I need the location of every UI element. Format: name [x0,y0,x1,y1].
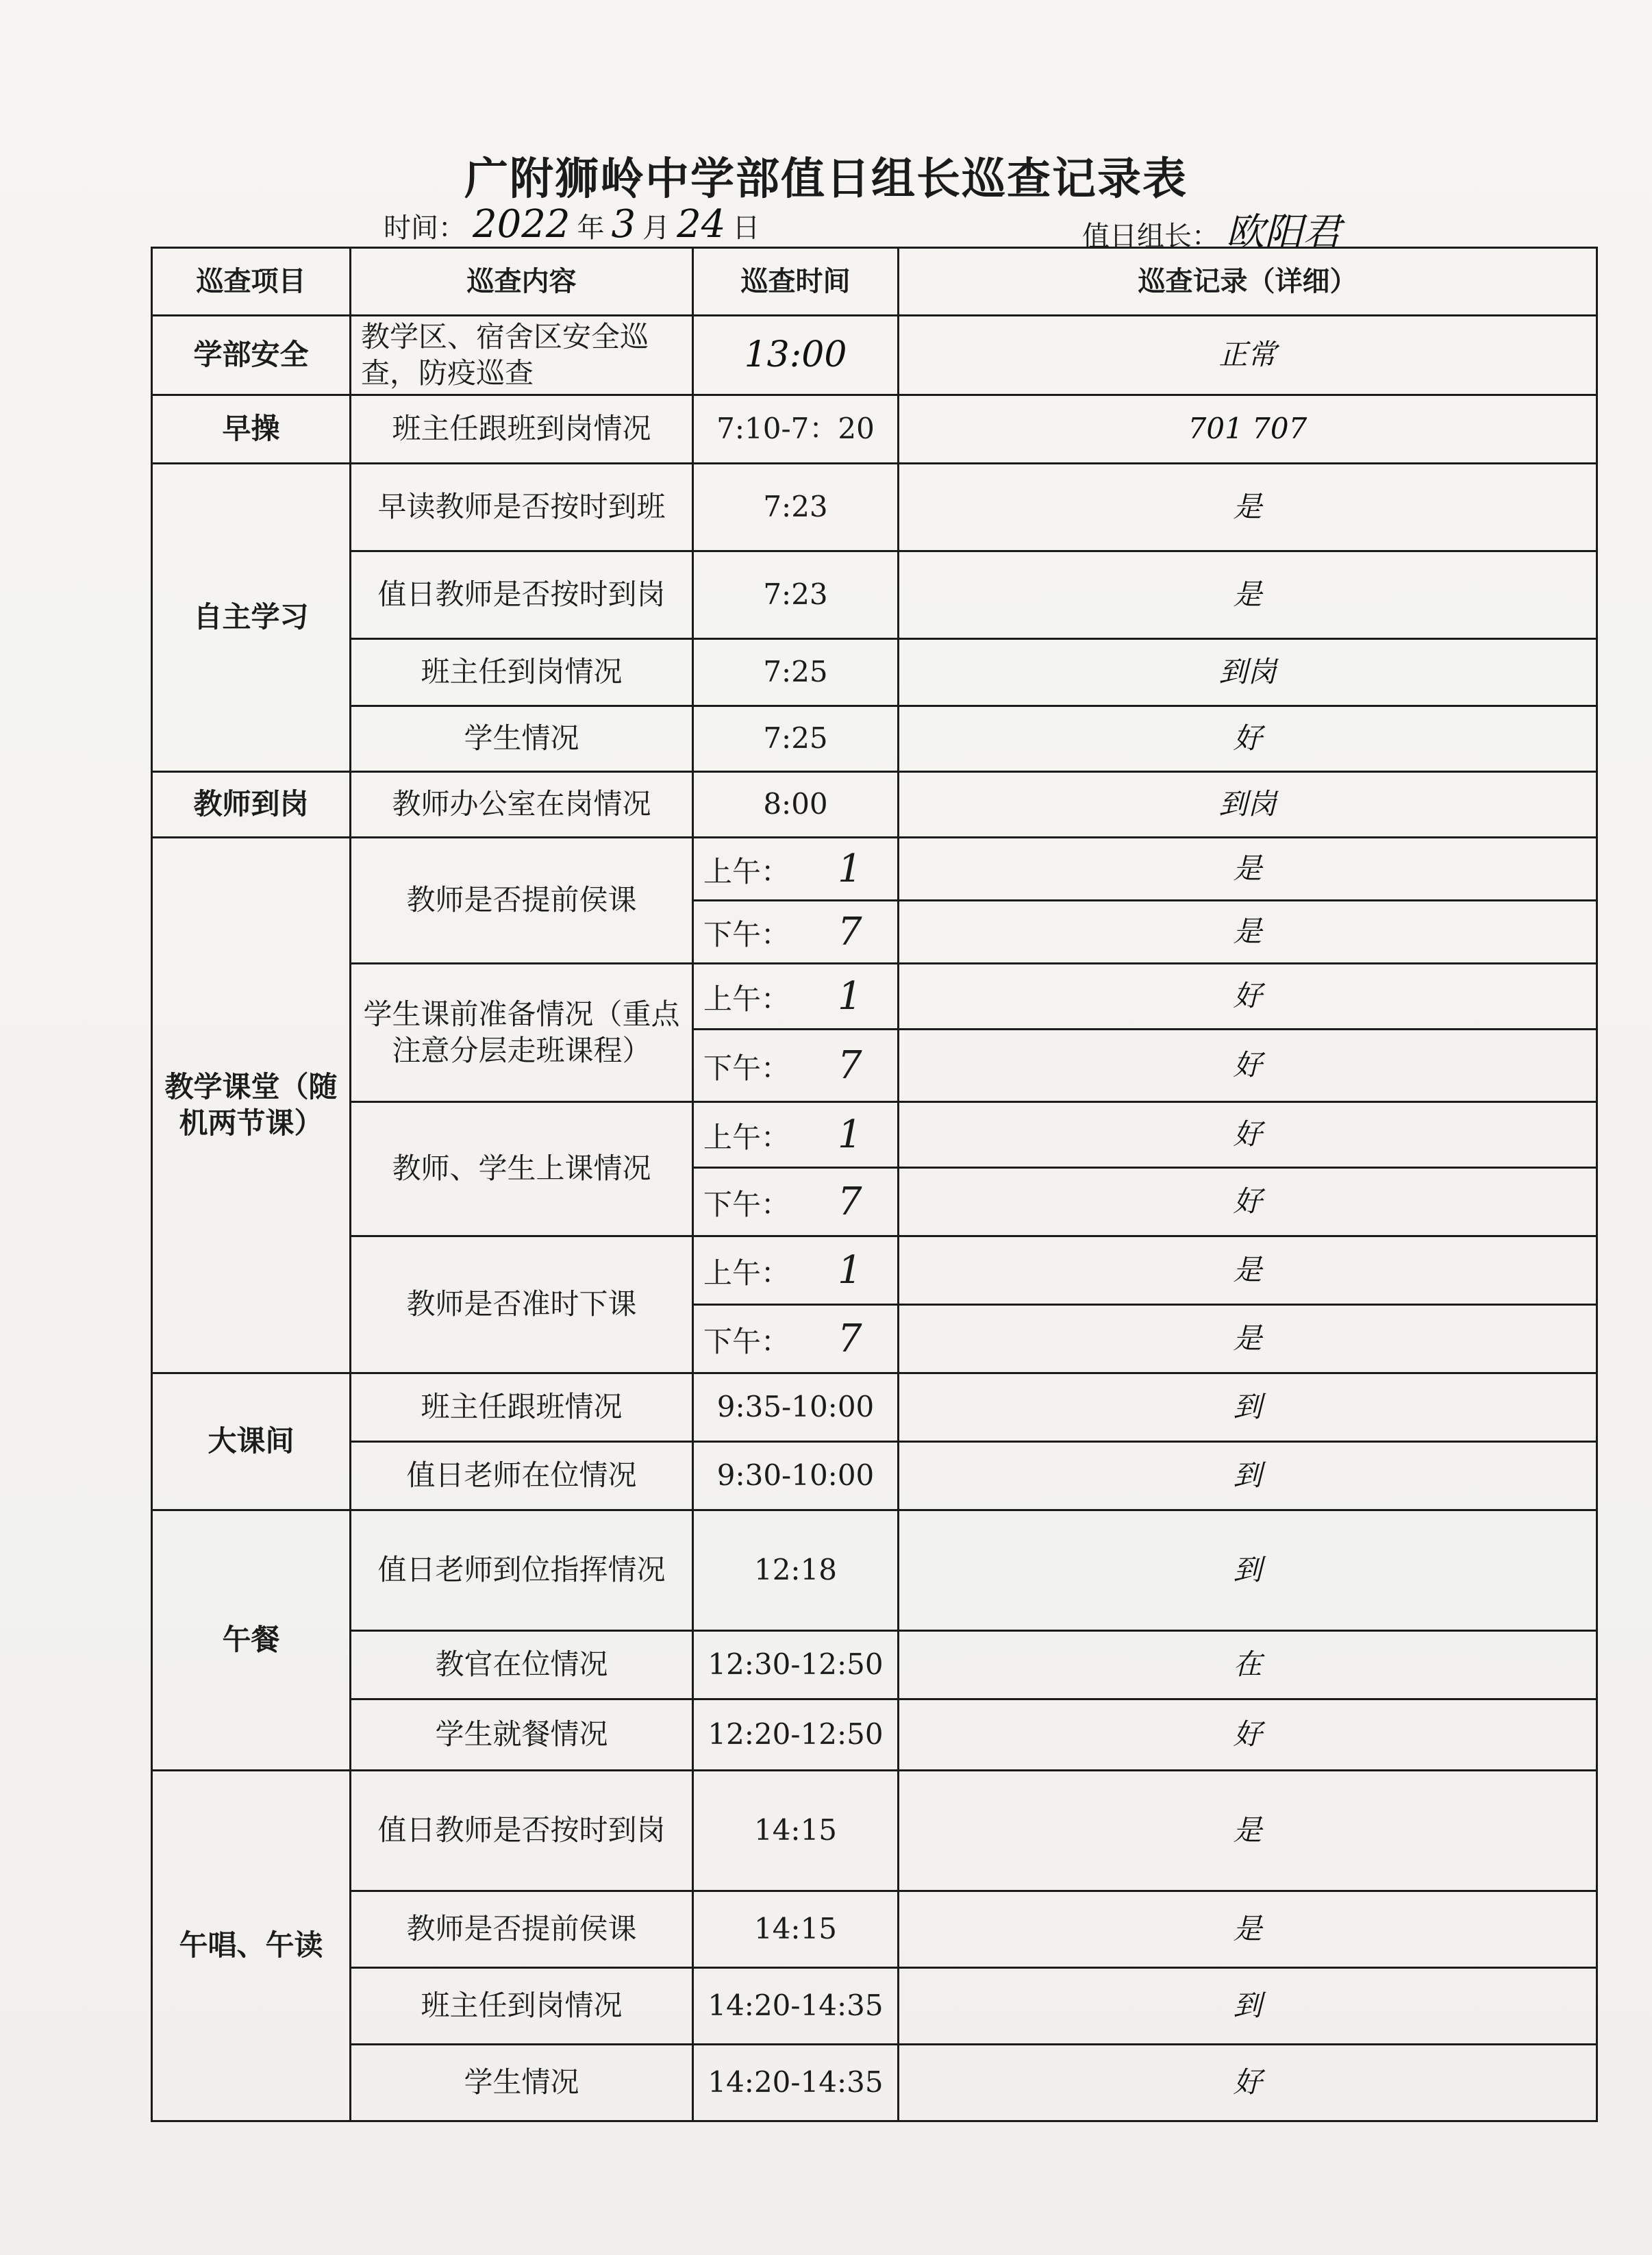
record-cell: 好 [899,1102,1597,1168]
record-cell: 正常 [899,316,1597,395]
time-cell [693,1102,899,1168]
record-cell: 到岗 [899,639,1597,706]
day-label: 日 [732,212,760,244]
table-row [152,964,1597,1030]
table-row [152,1510,1597,1631]
category-cell: 午餐 [152,1510,351,1771]
content-cell: 教师是否提前侯课 [351,838,693,964]
leader-label: 值日组长： [1082,221,1219,252]
month-label: 月 [642,212,671,244]
record-cell: 是 [899,901,1597,964]
record-cell: 到岗 [899,772,1597,838]
time-cell: 14:20-14:35 [693,2045,899,2121]
record-cell: 好 [899,1699,1597,1771]
content-cell: 教师办公室在岗情况 [351,772,693,838]
am-mark: 1 [838,1112,862,1157]
time-cell: 7:10-7：20 [693,395,899,464]
time-cell [693,838,899,901]
content-cell: 班主任跟班情况 [351,1373,693,1442]
table-row [152,1699,1597,1771]
content-cell: 学生情况 [351,2045,693,2121]
table-row [152,706,1597,772]
content-cell: 教师是否准时下课 [351,1236,693,1373]
table-row [152,2045,1597,2121]
record-cell: 好 [899,1168,1597,1236]
table-row [152,1373,1597,1442]
day-value: 24 [677,202,726,247]
table-row [152,1631,1597,1699]
record-cell: 是 [899,1236,1597,1305]
record-cell: 到 [899,1510,1597,1631]
pm-label: 下午： [703,1187,790,1221]
table-row [152,639,1597,706]
record-cell: 是 [899,1771,1597,1891]
record-cell: 701 707 [899,395,1597,464]
header-time: 巡查时间 [693,248,899,316]
am-label: 上午： [703,982,790,1016]
table-row [152,316,1597,395]
content-cell: 早读教师是否按时到班 [351,464,693,551]
record-cell: 在 [899,1631,1597,1699]
am-label: 上午： [703,1120,790,1154]
category-cell: 午唱、午读 [152,1771,351,2121]
time-cell: 12:30-12:50 [693,1631,899,1699]
am-mark: 1 [838,1247,862,1293]
record-cell: 好 [899,2045,1597,2121]
time-cell: 14:20-14:35 [693,1968,899,2045]
content-cell: 值日老师在位情况 [351,1442,693,1510]
year-value: 2022 [473,202,571,247]
time-cell: 14:15 [693,1771,899,1891]
time-cell: 14:15 [693,1891,899,1968]
pm-label: 下午： [703,1324,790,1358]
time-cell [693,1168,899,1236]
content-cell: 值日教师是否按时到岗 [351,551,693,639]
record-cell: 好 [899,706,1597,772]
am-label: 上午： [703,1256,790,1290]
pm-label: 下午： [703,917,790,951]
am-mark: 1 [838,846,862,891]
time-cell [693,901,899,964]
time-cell [693,964,899,1030]
year-label: 年 [577,212,605,244]
time-cell: 9:30-10:00 [693,1442,899,1510]
table-row [152,838,1597,901]
month-value: 3 [611,202,636,247]
table-row [152,395,1597,464]
time-cell: 12:20-12:50 [693,1699,899,1771]
time-cell [693,1305,899,1373]
time-cell [693,1030,899,1102]
record-cell: 是 [899,1305,1597,1373]
record-cell: 到 [899,1968,1597,2045]
time-cell: 7:23 [693,464,899,551]
table-row [152,551,1597,639]
leader-signature: 欧阳君 [1226,210,1341,255]
record-cell: 是 [899,1891,1597,1968]
time-cell: 8:00 [693,772,899,838]
record-cell: 好 [899,1030,1597,1102]
content-cell: 学生情况 [351,706,693,772]
content-cell: 值日教师是否按时到岗 [351,1771,693,1891]
time-cell: 7:23 [693,551,899,639]
content-cell: 班主任到岗情况 [351,1968,693,2045]
record-cell: 是 [899,838,1597,901]
table-row [152,464,1597,551]
content-cell: 教师是否提前侯课 [351,1891,693,1968]
record-cell: 到 [899,1442,1597,1510]
category-cell: 学部安全 [152,316,351,395]
am-mark: 1 [838,973,862,1019]
time-cell: 12:18 [693,1510,899,1631]
time-cell: 7:25 [693,639,899,706]
header-record: 巡查记录（详细） [899,248,1597,316]
content-cell: 学生课前准备情况（重点注意分层走班课程） [351,964,693,1102]
table-row [152,1968,1597,2045]
table-row [152,1102,1597,1168]
pm-mark: 7 [838,909,862,954]
content-cell: 教学区、宿舍区安全巡查，防疫巡查 [351,316,693,395]
time-label: 时间： [384,212,466,244]
time-cell: 7:25 [693,706,899,772]
am-label: 上午： [703,854,790,888]
content-cell: 值日老师到位指挥情况 [351,1510,693,1631]
category-cell: 自主学习 [152,464,351,772]
time-cell [693,1236,899,1305]
content-cell: 教官在位情况 [351,1631,693,1699]
content-cell: 教师、学生上课情况 [351,1102,693,1236]
category-cell: 早操 [152,395,351,464]
date-line [384,202,760,247]
pm-mark: 7 [838,1316,862,1361]
pm-mark: 7 [838,1179,862,1224]
table-row [152,1236,1597,1305]
table-row [152,1442,1597,1510]
content-cell: 学生就餐情况 [351,1699,693,1771]
category-cell: 大课间 [152,1373,351,1510]
pm-mark: 7 [838,1043,862,1088]
header-category: 巡查项目 [152,248,351,316]
table-row [152,1891,1597,1968]
record-cell: 是 [899,551,1597,639]
pm-label: 下午： [703,1051,790,1085]
header-content: 巡查内容 [351,248,693,316]
content-cell: 班主任跟班到岗情况 [351,395,693,464]
record-cell: 是 [899,464,1597,551]
time-cell: 9:35-10:00 [693,1373,899,1442]
inspection-table [151,247,1598,2122]
category-cell: 教师到岗 [152,772,351,838]
content-cell: 班主任到岗情况 [351,639,693,706]
table-row [152,1771,1597,1891]
record-cell: 到 [899,1373,1597,1442]
category-cell: 教学课堂（随机两节课） [152,838,351,1373]
page-title: 广附狮岭中学部值日组长巡查记录表 [464,154,1188,205]
record-cell: 好 [899,964,1597,1030]
table-row [152,772,1597,838]
time-cell: 13:00 [693,316,899,395]
table-header-row [152,248,1597,316]
